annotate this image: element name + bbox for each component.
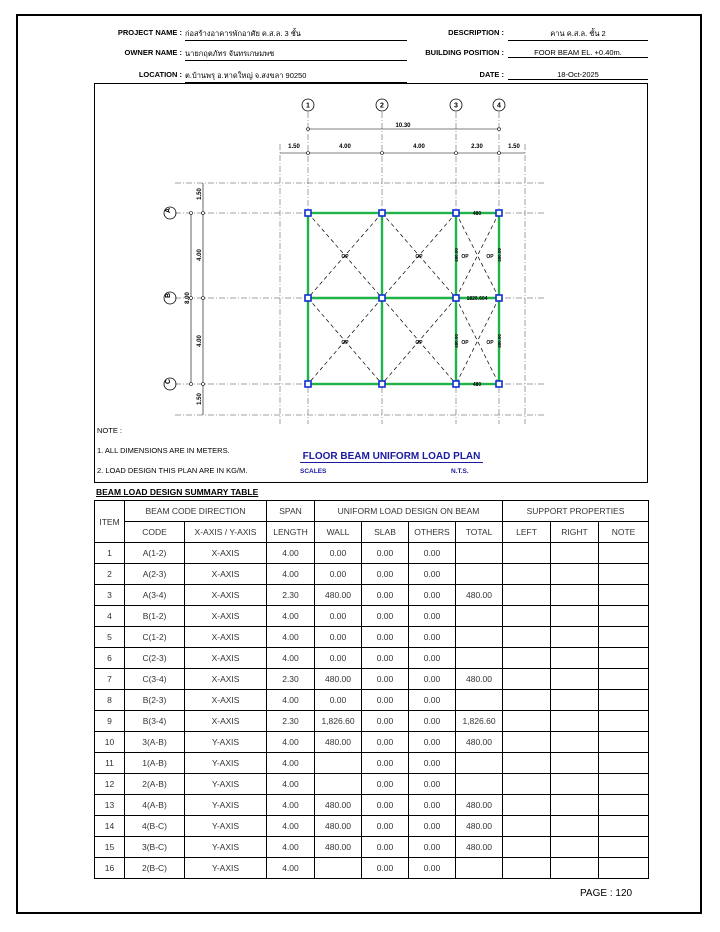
vertical-load-label: 480.00: [497, 334, 502, 348]
cell-note: [599, 690, 649, 711]
table-row: [95, 606, 649, 627]
cell-note: [599, 606, 649, 627]
cell-left: [503, 837, 551, 858]
cell-total: 480.00: [456, 732, 503, 753]
cell-others: 0.00: [409, 795, 456, 816]
dim-x-1: 1.50: [288, 144, 300, 150]
cell-slab: 0.00: [362, 732, 409, 753]
table-row: [95, 753, 649, 774]
cell-code: C(2-3): [125, 648, 185, 669]
cell-wall: [315, 753, 362, 774]
cell-right: [551, 690, 599, 711]
cell-note: [599, 858, 649, 879]
cell-slab: 0.00: [362, 606, 409, 627]
cell-code: A(2-3): [125, 564, 185, 585]
summary-title: BEAM LOAD DESIGN SUMMARY TABLE: [96, 487, 259, 497]
floor-beam-plan: [94, 83, 648, 483]
cell-item: 14: [95, 816, 125, 837]
cell-item: 12: [95, 774, 125, 795]
table-row: [95, 816, 649, 837]
plan-title: FLOOR BEAM UNIFORM LOAD PLAN: [300, 451, 483, 463]
cell-item: 1: [95, 543, 125, 564]
cell-total: 480.00: [456, 585, 503, 606]
cell-code: 3(A-B): [125, 732, 185, 753]
table-row: [95, 648, 649, 669]
cell-left: [503, 858, 551, 879]
total-dim-x: 10.30: [395, 123, 411, 129]
location-value: ต.บ้านพรุ อ.หาดใหญ่ จ.สงขลา 90250: [185, 70, 407, 83]
table-row: [95, 564, 649, 585]
cell-axis: Y-AXIS: [185, 774, 267, 795]
cell-total: 480.00: [456, 816, 503, 837]
cell-axis: X-AXIS: [185, 585, 267, 606]
cell-right: [551, 774, 599, 795]
cell-slab: 0.00: [362, 627, 409, 648]
cell-note: [599, 627, 649, 648]
cell-others: 0.00: [409, 585, 456, 606]
table-row: [95, 858, 649, 879]
cell-axis: X-AXIS: [185, 606, 267, 627]
cell-note: [599, 564, 649, 585]
cell-slab: 0.00: [362, 711, 409, 732]
dim-x-4: 2.30: [471, 144, 483, 150]
cell-axis: Y-AXIS: [185, 732, 267, 753]
cell-axis: Y-AXIS: [185, 795, 267, 816]
table-row: [95, 711, 649, 732]
vertical-load-label: 480.00: [454, 334, 459, 348]
cell-length: 4.00: [267, 627, 315, 648]
cell-item: 15: [95, 837, 125, 858]
cell-item: 3: [95, 585, 125, 606]
cell-length: 4.00: [267, 648, 315, 669]
note-heading: NOTE :: [97, 426, 123, 435]
cell-axis: Y-AXIS: [185, 858, 267, 879]
cell-code: 4(B-C): [125, 816, 185, 837]
cell-slab: 0.00: [362, 753, 409, 774]
cell-wall: [315, 858, 362, 879]
cell-item: 8: [95, 690, 125, 711]
cell-axis: X-AXIS: [185, 564, 267, 585]
cell-right: [551, 606, 599, 627]
cell-slab: 0.00: [362, 795, 409, 816]
grid-label-3: 3: [454, 102, 458, 110]
dim-y-2: 4.00: [197, 249, 203, 261]
cell-item: 16: [95, 858, 125, 879]
date-value: 18-Oct-2025: [508, 70, 648, 80]
header-others: OTHERS: [409, 522, 456, 543]
cell-left: [503, 711, 551, 732]
cell-axis: X-AXIS: [185, 543, 267, 564]
cell-length: 4.00: [267, 837, 315, 858]
cell-wall: [315, 774, 362, 795]
owner-name-value: นายกฤตภัทร จันทรเกษมพช: [185, 48, 407, 61]
cell-note: [599, 711, 649, 732]
cell-note: [599, 732, 649, 753]
grid-label-1: 1: [306, 102, 310, 110]
cell-total: 480.00: [456, 795, 503, 816]
beam-load-label: 1826.604: [466, 296, 488, 302]
cell-others: 0.00: [409, 648, 456, 669]
header-wall: WALL: [315, 522, 362, 543]
header-axis: X-AXIS / Y-AXIS: [185, 522, 267, 543]
cell-others: 0.00: [409, 837, 456, 858]
grid-label-c: C: [165, 378, 172, 385]
cell-others: 0.00: [409, 627, 456, 648]
cell-code: A(3-4): [125, 585, 185, 606]
cell-note: [599, 648, 649, 669]
note-line-1: 1. ALL DIMENSIONS ARE IN METERS.: [97, 446, 230, 455]
grid-label-a: A: [165, 207, 172, 214]
cell-code: B(3-4): [125, 711, 185, 732]
cell-item: 13: [95, 795, 125, 816]
cell-length: 4.00: [267, 543, 315, 564]
cell-left: [503, 753, 551, 774]
panel-label: OP: [415, 340, 423, 346]
cell-axis: Y-AXIS: [185, 753, 267, 774]
cell-right: [551, 795, 599, 816]
cell-total: [456, 690, 503, 711]
description-label: DESCRIPTION :: [448, 28, 504, 37]
cell-left: [503, 795, 551, 816]
cell-code: 2(B-C): [125, 858, 185, 879]
date-label: DATE :: [479, 70, 504, 79]
cell-code: 3(B-C): [125, 837, 185, 858]
cell-total: [456, 606, 503, 627]
cell-axis: X-AXIS: [185, 648, 267, 669]
cell-wall: 1,826.60: [315, 711, 362, 732]
cell-slab: 0.00: [362, 837, 409, 858]
scales-label: SCALES: [300, 468, 327, 475]
cell-code: 2(A-B): [125, 774, 185, 795]
cell-wall: 0.00: [315, 627, 362, 648]
cell-slab: 0.00: [362, 774, 409, 795]
cell-slab: 0.00: [362, 564, 409, 585]
cell-code: 4(A-B): [125, 795, 185, 816]
beam-load-label: 480: [472, 382, 482, 388]
cell-others: 0.00: [409, 606, 456, 627]
cell-wall: 480.00: [315, 585, 362, 606]
cell-slab: 0.00: [362, 543, 409, 564]
location-label: LOCATION :: [138, 70, 182, 79]
cell-total: 480.00: [456, 669, 503, 690]
cell-others: 0.00: [409, 774, 456, 795]
table-row: [95, 795, 649, 816]
header-left: LEFT: [503, 522, 551, 543]
dim-y-3: 4.00: [197, 335, 203, 347]
cell-others: 0.00: [409, 564, 456, 585]
building-position-label: BUILDING POSITION :: [425, 48, 504, 57]
building-position-value: FOOR BEAM EL. +0.40m.: [508, 48, 648, 58]
cell-left: [503, 627, 551, 648]
cell-note: [599, 774, 649, 795]
table-row: [95, 690, 649, 711]
cell-slab: 0.00: [362, 648, 409, 669]
dim-y-4: 1.50: [197, 393, 203, 405]
header-span: SPAN: [267, 501, 315, 522]
table-row: [95, 585, 649, 606]
cell-right: [551, 711, 599, 732]
cell-others: 0.00: [409, 858, 456, 879]
cell-note: [599, 816, 649, 837]
cell-total: [456, 774, 503, 795]
cell-note: [599, 585, 649, 606]
beam-load-label: 480: [472, 211, 482, 217]
header-beam-code-direction: BEAM CODE DIRECTION: [125, 501, 267, 522]
cell-length: 4.00: [267, 732, 315, 753]
cell-right: [551, 648, 599, 669]
cell-wall: 0.00: [315, 606, 362, 627]
header-length: LENGTH: [267, 522, 315, 543]
header-code: CODE: [125, 522, 185, 543]
cell-axis: Y-AXIS: [185, 816, 267, 837]
header-support: SUPPORT PROPERTIES: [503, 501, 649, 522]
header-right: RIGHT: [551, 522, 599, 543]
cell-right: [551, 627, 599, 648]
cell-length: 2.30: [267, 711, 315, 732]
cell-total: [456, 753, 503, 774]
cell-axis: X-AXIS: [185, 669, 267, 690]
panel-label: OP: [486, 340, 494, 346]
cell-left: [503, 690, 551, 711]
cell-length: 4.00: [267, 774, 315, 795]
cell-right: [551, 585, 599, 606]
note-line-2: 2. LOAD DESIGN THIS PLAN ARE IN KG/M.: [97, 466, 248, 475]
cell-left: [503, 774, 551, 795]
cell-left: [503, 606, 551, 627]
panel-label: OP: [461, 340, 469, 346]
cell-length: 2.30: [267, 669, 315, 690]
cell-note: [599, 543, 649, 564]
cell-left: [503, 585, 551, 606]
cell-right: [551, 753, 599, 774]
cell-left: [503, 564, 551, 585]
cell-right: [551, 543, 599, 564]
cell-code: C(3-4): [125, 669, 185, 690]
cell-total: [456, 858, 503, 879]
vertical-load-label: 480.00: [454, 248, 459, 262]
panel-label: OP: [415, 254, 423, 260]
cell-wall: 480.00: [315, 669, 362, 690]
table-row: [95, 837, 649, 858]
cell-total: [456, 648, 503, 669]
cell-total: 1,826.60: [456, 711, 503, 732]
cell-item: 4: [95, 606, 125, 627]
panel-label: OP: [486, 254, 494, 260]
cell-right: [551, 858, 599, 879]
cell-item: 11: [95, 753, 125, 774]
cell-right: [551, 816, 599, 837]
cell-left: [503, 669, 551, 690]
cell-others: 0.00: [409, 732, 456, 753]
cell-note: [599, 753, 649, 774]
header-item: ITEM: [95, 501, 125, 543]
cell-axis: X-AXIS: [185, 711, 267, 732]
table-row: [95, 627, 649, 648]
cell-item: 2: [95, 564, 125, 585]
cell-left: [503, 543, 551, 564]
cell-length: 4.00: [267, 690, 315, 711]
cell-others: 0.00: [409, 753, 456, 774]
cell-item: 9: [95, 711, 125, 732]
project-name-label: PROJECT NAME :: [117, 28, 182, 37]
owner-name-label: OWNER NAME :: [124, 48, 182, 57]
cell-code: B(1-2): [125, 606, 185, 627]
cell-length: 2.30: [267, 585, 315, 606]
cell-total: [456, 564, 503, 585]
cell-axis: Y-AXIS: [185, 837, 267, 858]
panel-label: OP: [341, 254, 349, 260]
cell-wall: 0.00: [315, 543, 362, 564]
cell-slab: 0.00: [362, 585, 409, 606]
scales-value: N.T.S.: [451, 468, 469, 475]
cell-wall: 480.00: [315, 816, 362, 837]
cell-item: 5: [95, 627, 125, 648]
table-row: [95, 543, 649, 564]
table-row: [95, 669, 649, 690]
cell-total: [456, 627, 503, 648]
cell-wall: 480.00: [315, 837, 362, 858]
panel-label: OP: [461, 254, 469, 260]
cell-others: 0.00: [409, 816, 456, 837]
cell-length: 4.00: [267, 816, 315, 837]
cell-item: 6: [95, 648, 125, 669]
header-slab: SLAB: [362, 522, 409, 543]
dim-y-1: 1.50: [197, 188, 203, 200]
cell-slab: 0.00: [362, 816, 409, 837]
cell-total: [456, 543, 503, 564]
header-total: TOTAL: [456, 522, 503, 543]
cell-right: [551, 564, 599, 585]
cell-wall: 0.00: [315, 564, 362, 585]
cell-wall: 0.00: [315, 690, 362, 711]
cell-slab: 0.00: [362, 669, 409, 690]
cell-wall: 480.00: [315, 795, 362, 816]
cell-right: [551, 669, 599, 690]
cell-note: [599, 837, 649, 858]
cell-note: [599, 669, 649, 690]
dim-x-2: 4.00: [339, 144, 351, 150]
cell-note: [599, 795, 649, 816]
cell-code: C(1-2): [125, 627, 185, 648]
plan-drawing: [95, 84, 649, 484]
beam-load-summary-table: [94, 500, 649, 879]
cell-left: [503, 816, 551, 837]
description-value: คาน ค.ส.ล. ชั้น 2: [508, 28, 648, 41]
cell-axis: X-AXIS: [185, 627, 267, 648]
cell-left: [503, 732, 551, 753]
cell-length: 4.00: [267, 858, 315, 879]
table-row: [95, 774, 649, 795]
table-row: [95, 732, 649, 753]
cell-others: 0.00: [409, 543, 456, 564]
cell-item: 7: [95, 669, 125, 690]
dim-x-5: 1.50: [508, 144, 520, 150]
cell-others: 0.00: [409, 669, 456, 690]
cell-others: 0.00: [409, 711, 456, 732]
cell-length: 4.00: [267, 606, 315, 627]
cell-item: 10: [95, 732, 125, 753]
grid-label-4: 4: [497, 102, 501, 110]
cell-wall: 0.00: [315, 648, 362, 669]
panel-label: OP: [341, 340, 349, 346]
cell-axis: X-AXIS: [185, 690, 267, 711]
header-note: NOTE: [599, 522, 649, 543]
project-name-value: ก่อสร้างอาคารพักอาศัย ค.ส.ล. 3 ชั้น: [185, 28, 407, 41]
total-dim-y: 8.00: [185, 292, 191, 304]
cell-length: 4.00: [267, 795, 315, 816]
cell-length: 4.00: [267, 564, 315, 585]
cell-wall: 480.00: [315, 732, 362, 753]
vertical-load-label: 480.00: [497, 248, 502, 262]
cell-right: [551, 837, 599, 858]
grid-label-2: 2: [380, 102, 384, 110]
grid-label-b: B: [165, 292, 172, 299]
cell-total: 480.00: [456, 837, 503, 858]
cell-code: A(1-2): [125, 543, 185, 564]
page-number: PAGE : 120: [580, 888, 633, 899]
cell-slab: 0.00: [362, 858, 409, 879]
dim-x-3: 4.00: [413, 144, 425, 150]
cell-right: [551, 732, 599, 753]
cell-others: 0.00: [409, 690, 456, 711]
cell-code: B(2-3): [125, 690, 185, 711]
header-uniform-load: UNIFORM LOAD DESIGN ON BEAM: [315, 501, 503, 522]
cell-left: [503, 648, 551, 669]
cell-length: 4.00: [267, 753, 315, 774]
cell-slab: 0.00: [362, 690, 409, 711]
cell-code: 1(A-B): [125, 753, 185, 774]
